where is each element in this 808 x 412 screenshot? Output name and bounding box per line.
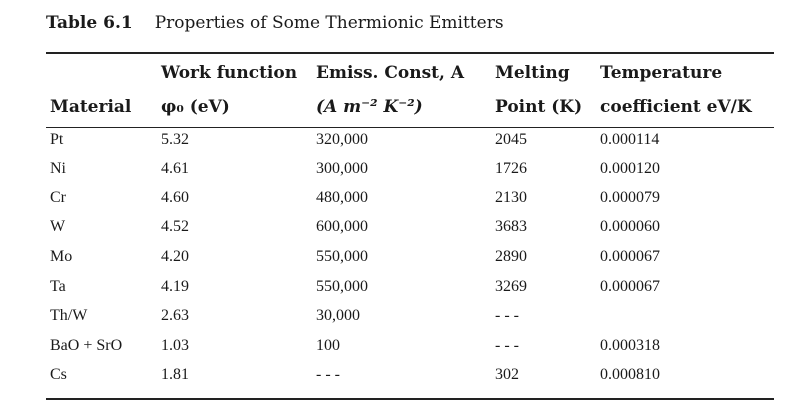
cell-work-function: 1.03 <box>161 337 189 354</box>
header-phi-unit: φ₀ (eV) <box>161 97 230 117</box>
cell-material: Mo <box>50 248 73 265</box>
cell-material: Th/W <box>50 307 88 324</box>
cell-material: Ni <box>50 160 66 177</box>
header-emission-constant: Emiss. Const, A <box>316 63 465 83</box>
bottom-rule <box>46 398 774 400</box>
cell-temp-coefficient: 0.000114 <box>600 131 660 148</box>
header-melting-point: Point (K) <box>495 97 583 117</box>
cell-work-function: 4.19 <box>161 278 189 295</box>
header-work-function: Work function <box>161 63 298 83</box>
cell-emission-constant: 550,000 <box>316 278 368 295</box>
cell-material: W <box>50 218 66 235</box>
cell-work-function: 5.32 <box>161 131 189 148</box>
header-coefficient: coefficient eV/K <box>600 97 752 117</box>
cell-melting-point: 3269 <box>495 278 527 295</box>
cell-work-function: 4.61 <box>161 160 189 177</box>
cell-work-function: 4.60 <box>161 189 189 206</box>
header-emission-unit: (A m⁻² K⁻²) <box>316 97 423 117</box>
cell-melting-point: 2890 <box>495 248 527 265</box>
cell-emission-constant: 30,000 <box>316 307 360 324</box>
cell-melting-point: - - - <box>495 307 519 324</box>
cell-material: Cr <box>50 189 66 206</box>
cell-temp-coefficient: 0.000060 <box>600 218 660 235</box>
cell-work-function: 1.81 <box>161 366 189 383</box>
table-title: Properties of Some Thermionic Emitters <box>154 13 504 33</box>
cell-work-function: 2.63 <box>161 307 189 324</box>
table-label: Table 6.1 <box>46 13 133 33</box>
cell-melting-point: 302 <box>495 366 519 383</box>
header-melting: Melting <box>495 63 570 83</box>
cell-work-function: 4.20 <box>161 248 189 265</box>
cell-emission-constant: 550,000 <box>316 248 368 265</box>
top-rule <box>46 52 774 54</box>
cell-work-function: 4.52 <box>161 218 189 235</box>
cell-temp-coefficient: 0.000067 <box>600 248 660 265</box>
table-caption <box>46 13 504 33</box>
header-rule <box>46 127 774 128</box>
cell-melting-point: 2045 <box>495 131 527 148</box>
header-material: Material <box>50 97 132 117</box>
cell-emission-constant: 480,000 <box>316 189 368 206</box>
cell-temp-coefficient: 0.000079 <box>600 189 660 206</box>
cell-material: Pt <box>50 131 64 148</box>
cell-emission-constant: - - - <box>316 366 340 383</box>
cell-melting-point: 3683 <box>495 218 527 235</box>
cell-temp-coefficient: 0.000810 <box>600 366 660 383</box>
cell-material: Cs <box>50 366 67 383</box>
cell-emission-constant: 100 <box>316 337 340 354</box>
cell-emission-constant: 300,000 <box>316 160 368 177</box>
cell-melting-point: 2130 <box>495 189 527 206</box>
cell-emission-constant: 600,000 <box>316 218 368 235</box>
cell-melting-point: 1726 <box>495 160 527 177</box>
cell-emission-constant: 320,000 <box>316 131 368 148</box>
cell-temp-coefficient: 0.000067 <box>600 278 660 295</box>
cell-temp-coefficient: 0.000318 <box>600 337 660 354</box>
cell-material: BaO + SrO <box>50 337 123 354</box>
header-temperature: Temperature <box>600 63 723 83</box>
cell-temp-coefficient: 0.000120 <box>600 160 660 177</box>
cell-material: Ta <box>50 278 66 295</box>
cell-melting-point: - - - <box>495 337 519 354</box>
